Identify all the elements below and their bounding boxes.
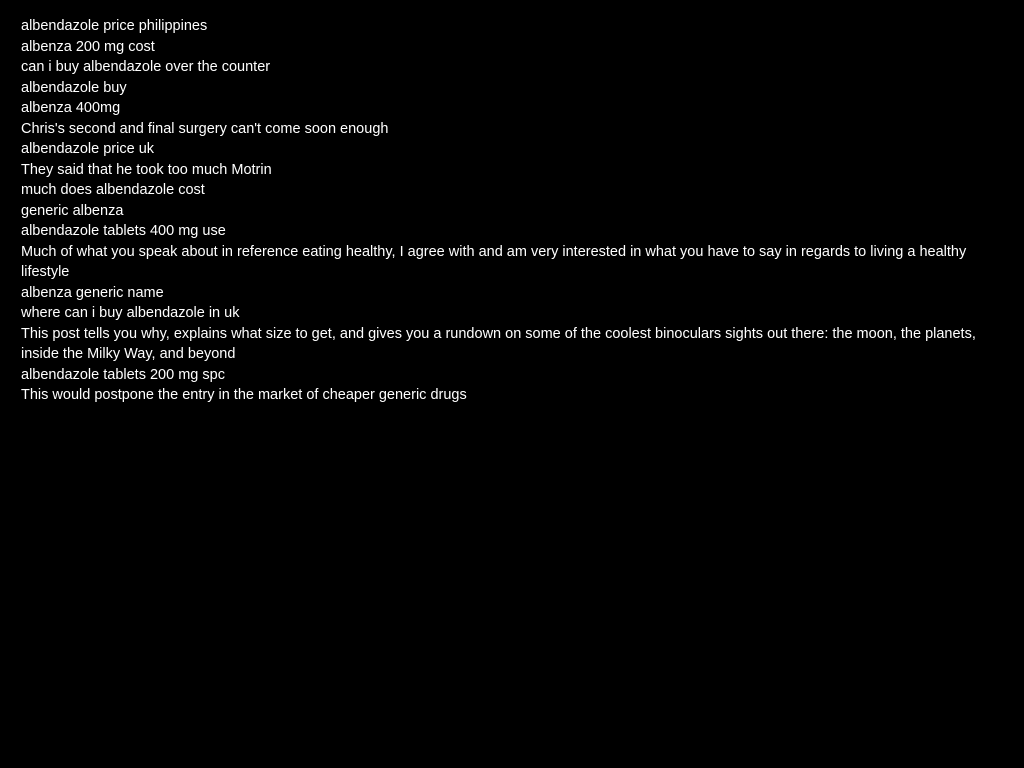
text-line: can i buy albendazole over the counter [21, 59, 271, 75]
text-paragraph: Much of what you speak about in reference eating healthy, I agree with and am very interested in what you have to say in regards to living a healthy lifestyle [21, 243, 967, 280]
text-line: They said that he took too much Motrin [21, 161, 272, 178]
text-line: albenza 400mg [21, 100, 121, 116]
text-line: albendazole tablets 200 mg spc [21, 366, 225, 383]
text-line: much does albendazole cost [21, 182, 205, 198]
text-line: This would postpone the entry in the market of cheaper generic drugs [21, 387, 467, 403]
text-line: albendazole buy [21, 79, 127, 96]
text-line: Chris's second and final surgery can't come soon enough [21, 120, 389, 137]
text-line: albendazole price philippines [21, 18, 208, 34]
text-line: albenza generic name [21, 284, 164, 301]
text-paragraph: This post tells you why, explains what size to get, and gives you a rundown on some of the coolest binoculars sights out there: the moon, the planets, inside the Milky Way, and beyond [21, 325, 976, 362]
text-line: albendazole tablets 400 mg use [21, 223, 226, 239]
text-line: where can i buy albendazole in uk [21, 305, 240, 321]
text-line: albendazole price uk [21, 141, 155, 157]
text-line: generic albenza [21, 202, 124, 219]
text-line: albenza 200 mg cost [21, 38, 155, 55]
